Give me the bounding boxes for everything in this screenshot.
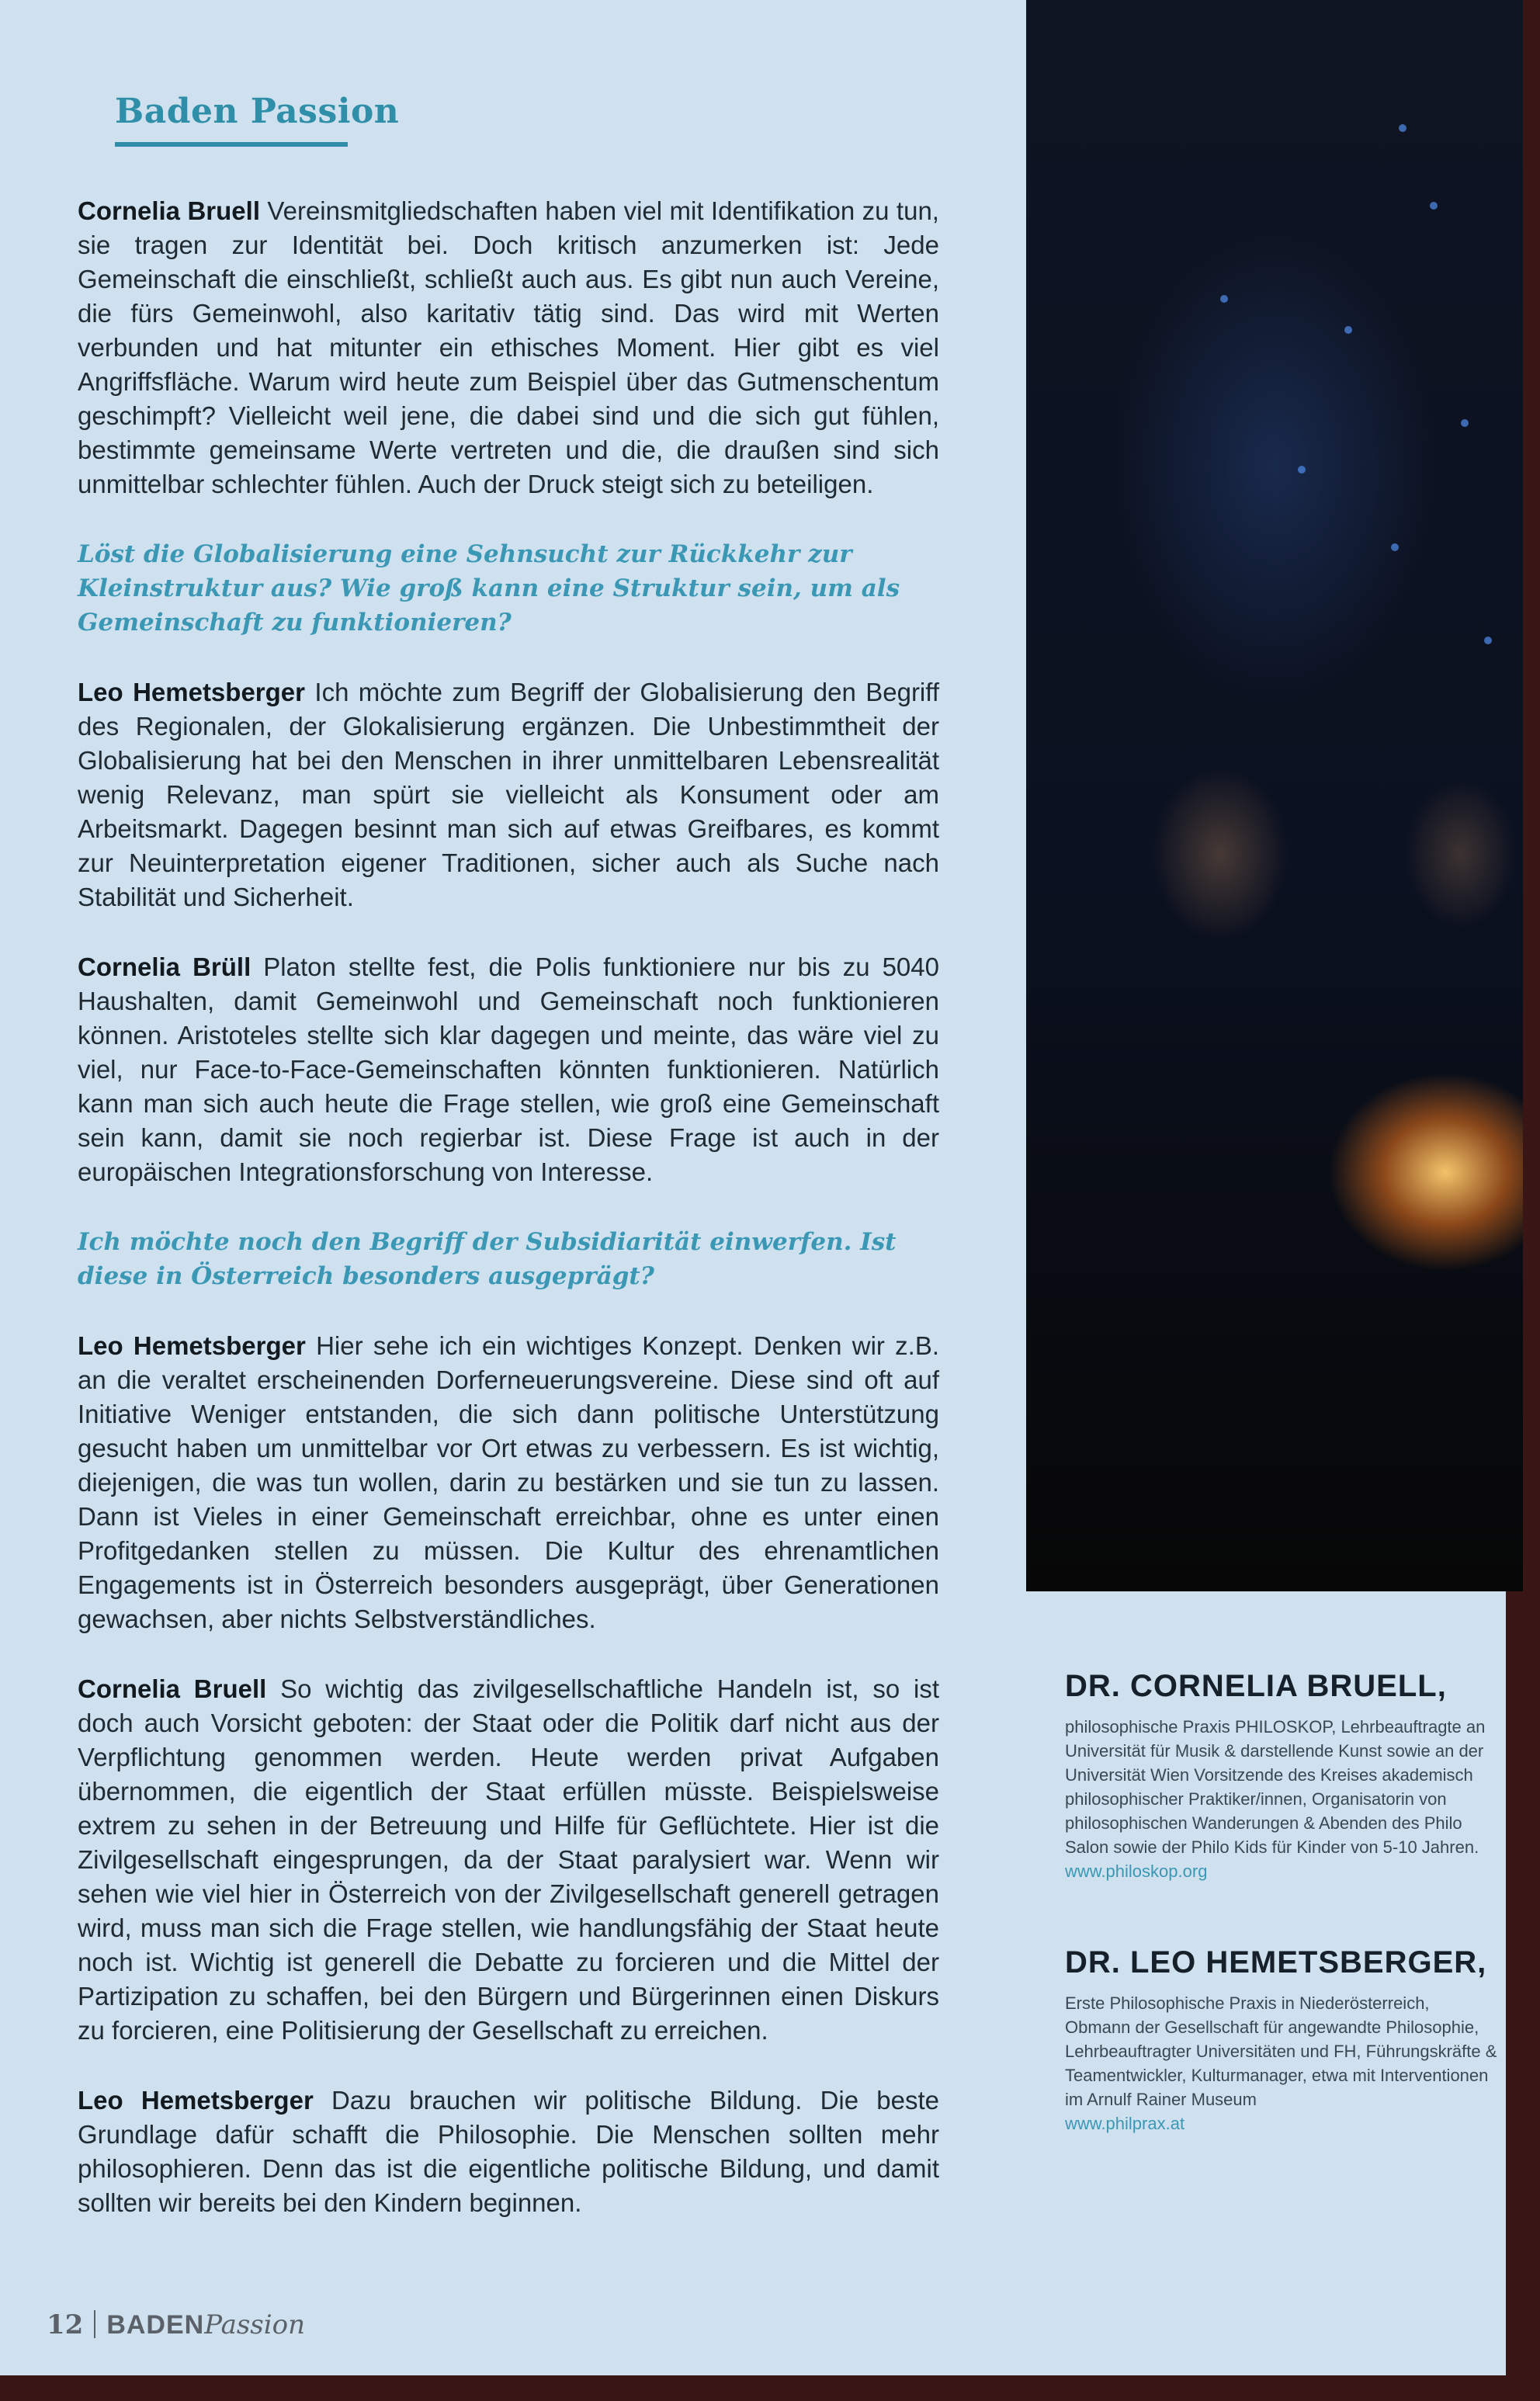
- answer-paragraph: [78, 1672, 939, 2048]
- section-title: Baden Passion: [115, 92, 400, 131]
- footer-brand-script: Passion: [204, 2309, 305, 2340]
- bio-name: DR. LEO HEMETSBERGER,: [1065, 1945, 1487, 1979]
- author-bios: [1065, 1669, 1500, 2198]
- page-footer: [47, 2309, 305, 2340]
- speaker-name: Leo Hemetsberger: [78, 678, 305, 706]
- bio-link[interactable]: www.philprax.at: [1065, 2114, 1185, 2133]
- answer-paragraph: [78, 194, 939, 501]
- answer-text: Hier sehe ich ein wichtiges Konzept. Denken wir z.B. an die veraltet erscheinenden Dorferneuerungsvereine. Diese sind oft auf Initiative Weniger entstanden, die sich dann politische Unterstützung gesucht haben um unmittelbar vor Ort etwas zu verbessern. Es ist wichtig, diejenigen, die was tun wollen, darin zu bestärken und sie tun zu lassen. Dann ist Vieles in einer Gemeinschaft erreichbar, ohne es unter einen Profitgedanken stellen zu müssen. Die Kultur des ehrenamtlichen Engagements ist in Österreich besonders ausgeprägt, über Generationen gewachsen, aber nichts Selbstverständliches.: [78, 1331, 940, 1633]
- answer-paragraph: [78, 675, 939, 914]
- speaker-name: Leo Hemetsberger: [78, 2086, 314, 2115]
- spark-decoration: [1298, 466, 1306, 474]
- spark-decoration: [1399, 124, 1406, 132]
- answer-text: So wichtig das zivilgesellschaftliche Handeln ist, so ist doch auch Vorsicht geboten: der Staat oder die Politik darf nicht aus der Verpflichtung genommen werden. Heute werden privat Aufgaben übernommen, die eigentlich der Staat erfüllen müsste. Beispielsweise extrem zu sehen in der Betreuung und Hilfe für Geflüchtete. Hier ist die Zivilgesellschaft eingesprungen, da der Staat paralysiert war. Wenn wir sehen wie viel hier in Österreich von der Zivilgesellschaft generell getragen wird, muss man sich die Frage stellen, wie handlungsfähig der Staat heute noch ist. Wichtig ist generell die Debatte zu forcieren und die Mittel der Partizipation zu schaffen, bei den Bürgern und Bürgerinnen einen Diskurs zu forcieren, eine Politisierung der Gesellschaft zu erreichen.: [78, 1674, 939, 2045]
- answer-paragraph: [78, 1329, 939, 1636]
- spark-decoration: [1344, 326, 1352, 334]
- interview-question: Löst die Globalisierung eine Sehnsucht zur Rückkehr zur Kleinstruktur aus? Wie groß kann eine Struktur sein, um als Gemeinschaft zu funktionieren?: [78, 540, 900, 637]
- answer-text: Dazu brauchen wir politische Bildung. Die beste Grundlage dafür schafft die Philosophie. Die Menschen sollten mehr philosophieren. Denn das ist die eigentliche politische Bildung, und damit sollten wir bereits bei den Kindern beginnen.: [78, 2086, 939, 2217]
- bio-link[interactable]: www.philoskop.org: [1065, 1861, 1208, 1881]
- spark-decoration: [1220, 295, 1228, 303]
- page-number: 12: [47, 2309, 84, 2340]
- bio-text: Erste Philosophische Praxis in Niederösterreich, Obmann der Gesellschaft für angewandte Philosophie, Lehrbeauftragter Universitäten und FH, Führungskräfte & Teamentwickler, Kulturmanager, etwa mit Interventionen im Arnulf Rainer Museum: [1065, 1993, 1497, 2109]
- spark-decoration: [1484, 637, 1492, 644]
- footer-brand: BADEN: [106, 2310, 205, 2340]
- section-header: [115, 92, 399, 147]
- bio-name: DR. CORNELIA BRUELL,: [1065, 1669, 1447, 1703]
- speaker-name: Cornelia Bruell: [78, 196, 260, 225]
- answer-paragraph: [78, 2084, 939, 2220]
- speaker-name: Leo Hemetsberger: [78, 1331, 306, 1360]
- spark-decoration: [1430, 202, 1438, 210]
- speaker-name: Cornelia Brüll: [78, 952, 251, 981]
- answer-text: Vereinsmitgliedschaften haben viel mit Identifikation zu tun, sie tragen zur Identität bei. Doch kritisch anzumerken ist: Jede Gemeinschaft die einschließt, schließt auch aus. Es gibt nun auch Vereine, die fürs Gemeinwohl, also karitativ tätig sind. Das wird mit Werten verbunden und hat mitunter ein ethisches Moment. Hier gibt es viel Angriffsfläche. Warum wird heute zum Beispiel über das Gutmenschentum geschimpft? Vielleicht weil jene, die dabei sind und die sich gut fühlen, bestimmte gemeinsame Werte vertreten und die, die draußen sind sich unmittelbar schlechter fühlen. Auch der Druck steigt sich zu beteiligen.: [78, 196, 939, 498]
- speaker-name: Cornelia Bruell: [78, 1674, 267, 1703]
- spark-decoration: [1391, 543, 1399, 551]
- spark-decoration: [1461, 419, 1469, 427]
- answer-paragraph: [78, 950, 939, 1189]
- answer-text: Ich möchte zum Begriff der Globalisierung den Begriff des Regionalen, der Glokalisierung ergänzen. Die Unbestimmtheit der Globalisierung hat bei den Menschen in ihrer unmittelbaren Lebensrealität wenig Relevanz, man spürt sie vielleicht als Konsument oder am Arbeitsmarkt. Dagegen besinnt man sich auf etwas Greifbares, es kommt zur Neuinterpretation eigener Traditionen, sicher auch als Suche nach Stabilität und Sicherheit.: [78, 678, 939, 911]
- interview-question: Ich möchte noch den Begriff der Subsidiarität einwerfen. Ist diese in Österreich besonders ausgeprägt?: [78, 1228, 897, 1290]
- campfire-photo: [1026, 0, 1523, 1591]
- bio-text: philosophische Praxis PHILOSKOP, Lehrbeauftragte an Universität für Musik & darstellende Kunst sowie an der Universität Wien Vorsitzende des Kreises akademisch philosophischer Praktiker/innen, Organisatorin von philosophischen Wanderungen & Abenden des Philo Salon sowie der Philo Kids für Kinder von 5-10 Jahren.: [1065, 1717, 1486, 1857]
- answer-text: Platon stellte fest, die Polis funktioniere nur bis zu 5040 Haushalten, damit Gemeinwohl und Gemeinschaft noch funktionieren können. Aristoteles stellte sich klar dagegen und meinte, das wäre viel zu viel, nur Face-to-Face-Gemeinschaften könnten funktionieren. Natürlich kann man sich auch heute die Frage stellen, wie groß eine Gemeinschaft sein kann, damit sie noch regierbar ist. Diese Frage ist auch in der europäischen Integrationsforschung von Interesse.: [78, 952, 939, 1186]
- footer-divider: [94, 2310, 95, 2338]
- interview-column: [78, 194, 939, 2256]
- title-underline: [115, 142, 348, 147]
